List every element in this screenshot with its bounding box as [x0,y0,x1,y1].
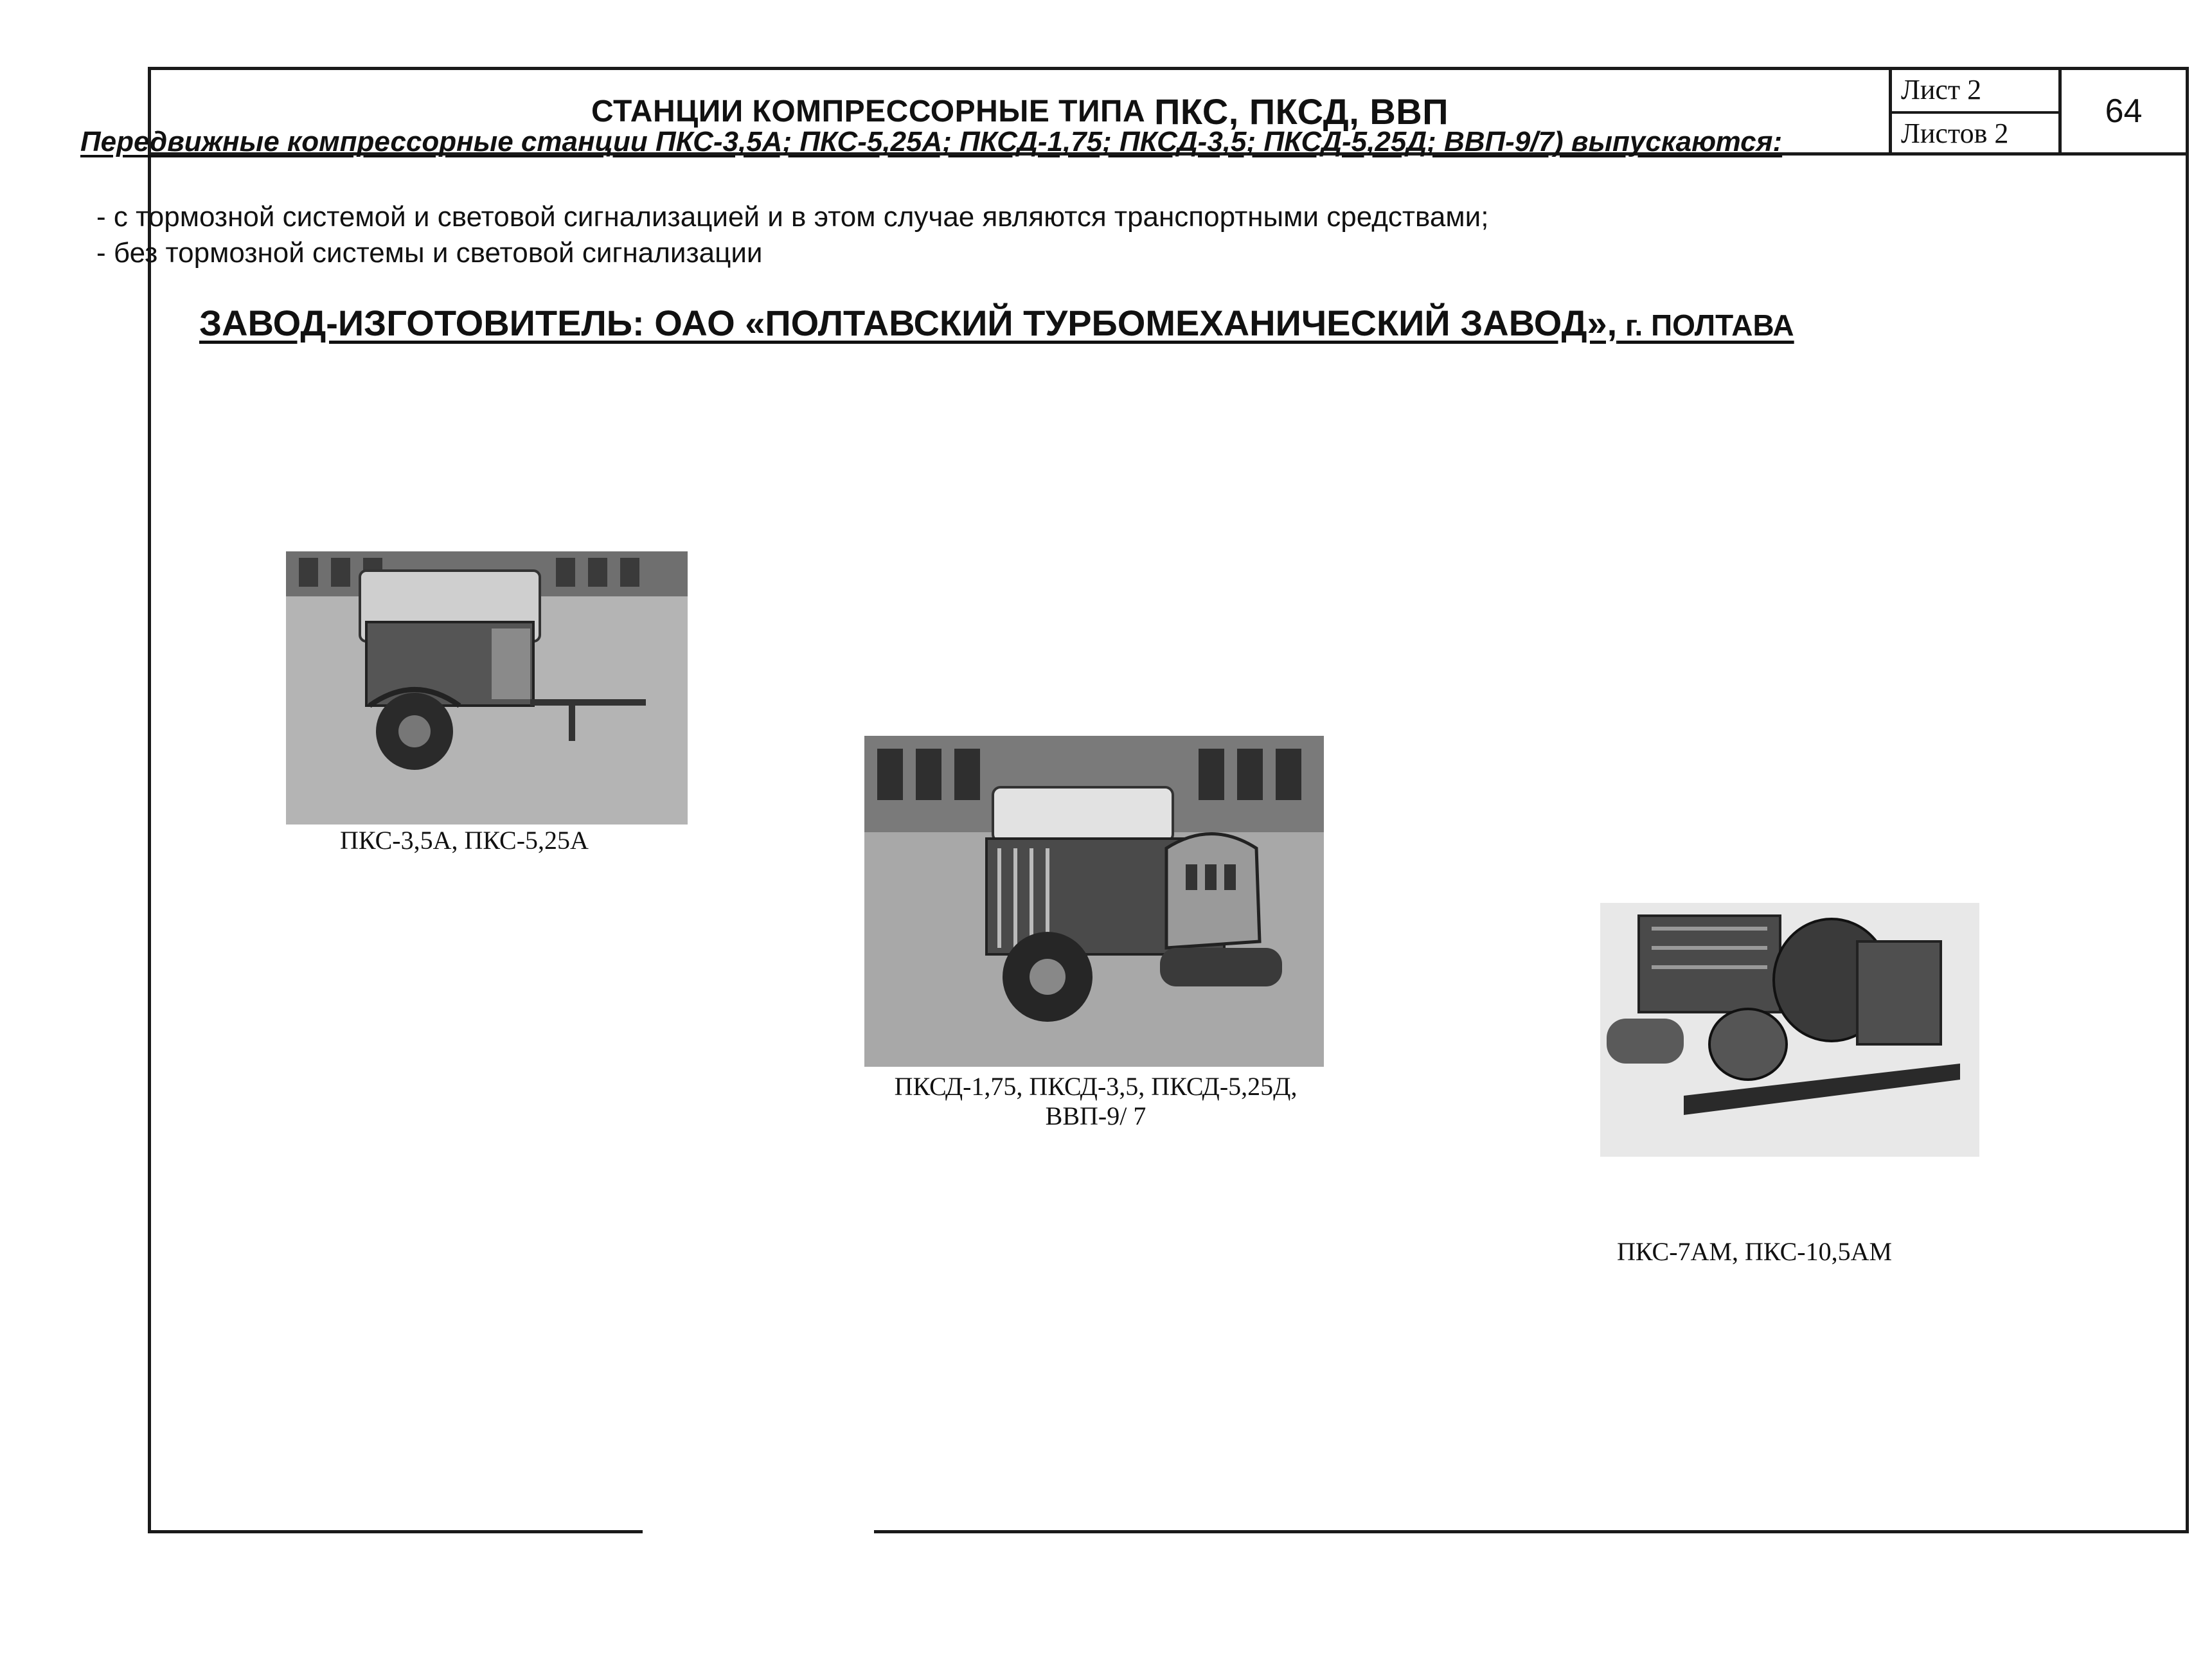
stationary-compressor-image [1600,903,1979,1157]
sheet-info [1889,70,2058,152]
bullet-list [96,199,1488,271]
photo-pks-3-5a [286,551,688,825]
compressor-trailer-image [286,551,688,825]
page-number: 64 [2058,70,2186,152]
photo-pks-7am [1600,903,1979,1157]
title-models: ПКС, ПКСД, ВВП [1154,91,1449,132]
manufacturer-name: ЗАВОД-ИЗГОТОВИТЕЛЬ: ОАО «ПОЛТАВСКИЙ ТУРБОМЕХАНИЧЕСКИЙ ЗАВОД», [199,303,1618,343]
photo-pksd [864,736,1324,1067]
compressor-station-image [864,736,1324,1067]
sheets-total-label: Листов 2 [1892,111,2058,152]
scan-artifact [643,1527,874,1536]
title-prefix: СТАНЦИИ КОМПРЕССОРНЫЕ ТИПА [591,94,1146,129]
caption-photo-1: ПКС-3,5А, ПКС-5,25А [340,826,589,855]
manufacturer-heading [199,302,1794,344]
intro-text: Передвижные компрессорные станции ПКС-3,5А; ПКС-5,25А; ПКСД-1,75; ПКСД-3,5; ПКСД-5,25Д; ВВП-9/7) выпускаются: [80,126,1783,157]
caption-photo-2 [848,1072,1343,1131]
caption-line: ПКСД-1,75, ПКСД-3,5, ПКСД-5,25Д, [894,1072,1298,1101]
bullet-item: - с тормозной системой и световой сигнализацией и в этом случае являются транспортными средствами; [96,201,1489,233]
caption-line: ВВП-9/ 7 [1045,1101,1146,1130]
caption-photo-3: ПКС-7АМ, ПКС-10,5АМ [1616,1237,1893,1266]
sheet-label: Лист 2 [1901,74,1982,105]
bullet-item: - без тормозной системы и световой сигнализации [96,237,763,269]
manufacturer-city: г. ПОЛТАВА [1617,308,1794,342]
